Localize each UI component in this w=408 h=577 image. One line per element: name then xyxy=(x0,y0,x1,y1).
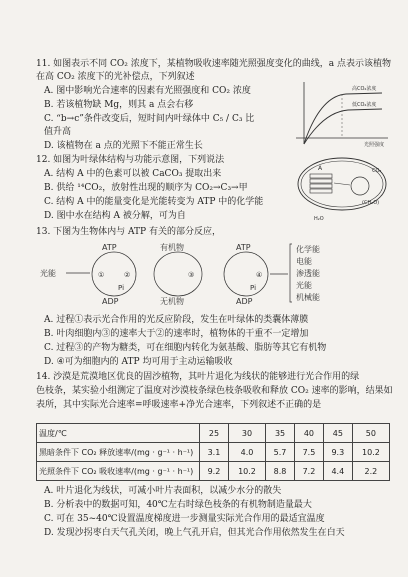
q12-option-a: A. 结构 A 中的色素可以被 CaCO₃ 提取出来 xyxy=(44,169,222,179)
reaction-arrow xyxy=(334,183,350,185)
table-cell: 9.2 xyxy=(200,462,229,481)
q11-option-c-line2: 值升高 xyxy=(44,127,72,137)
table-cell: 9.3 xyxy=(323,443,352,462)
q14-option-d: D. 发现沙拐枣白天气孔关闭，晚上气孔开启，但其光合作用依然发生在白天 xyxy=(44,528,345,538)
table-header-cell: 35 xyxy=(266,424,295,443)
q11-option-d: D. 该植物在 a 点的光照下不能正常生长 xyxy=(44,141,203,151)
product-label: (CH₂O) xyxy=(362,200,380,206)
energy-electrical: 电能 xyxy=(296,257,312,266)
x-axis-label: 光照强度 xyxy=(364,142,385,148)
structure-a-label: A xyxy=(318,165,323,172)
q14-stem-line1: 14. 沙漠是荒漠地区优良的固沙植物，其叶片退化为线状的能够进行光合作用的绿 xyxy=(36,372,360,382)
q11-option-b: B. 若该植物缺 Mg，则其 a 点会右移 xyxy=(44,100,194,110)
high-co2-curve xyxy=(304,93,382,144)
pi-label-left: Pi xyxy=(118,284,125,292)
atp-label-left: ATP xyxy=(102,243,117,252)
adp-label-right: ADP xyxy=(236,297,253,306)
table-header-cell: 30 xyxy=(228,424,265,443)
q11-stem-line2: 在高 CO₂ 浓度下的光补偿点，下列叙述 xyxy=(36,72,195,82)
q11-stem-line1: 11. 如图表示不同 CO₂ 浓度下，某植物吸收速率随光照强度变化的曲线，a 点表示该植物 xyxy=(36,59,391,69)
table-cell: 3.1 xyxy=(200,443,229,462)
q14-stem-line2: 色枝条，某实验小组测定了温度对沙漠枝条绿色枝条吸收和释放 CO₂ 速率的影响，结果如 xyxy=(36,386,393,396)
table-header-cell: 温度/℃ xyxy=(37,424,200,443)
pi-label-right: Pi xyxy=(250,284,257,292)
table-cell: 5.7 xyxy=(266,443,295,462)
step-2-label: ② xyxy=(124,271,131,279)
table-cell: 2.2 xyxy=(352,462,389,481)
table-row xyxy=(37,443,390,462)
inorganic-matter-label: 无机物 xyxy=(160,297,184,306)
q14-data-table xyxy=(36,423,390,481)
table-cell: 7.5 xyxy=(294,443,323,462)
step-1-label: ① xyxy=(98,271,105,279)
adp-label-left: ADP xyxy=(102,297,119,306)
q14-stem-line3: 表所，其中实际光合速率=呼吸速率+净光合速率，下列叙述不正确的是 xyxy=(36,400,322,410)
light-energy-label: 光能 xyxy=(40,269,56,278)
low-co2-curve xyxy=(304,109,382,144)
organic-matter-label: 有机物 xyxy=(160,243,184,252)
q13-stem: 13. 下图为生物体内与 ATP 有关的部分反应， xyxy=(36,227,221,237)
step-3-label: ③ xyxy=(188,271,195,279)
calvin-cycle-circle xyxy=(351,177,369,195)
energy-osmotic: 渗透能 xyxy=(296,269,320,278)
thylakoid-disc xyxy=(310,189,332,193)
table-cell: 10.2 xyxy=(352,443,389,462)
q11-option-c-line1: C. “b→c”条件改变后，短时间内叶绿体中 C₅ / C₃ 比 xyxy=(44,114,255,124)
q12-option-b: B. 供给 ¹⁴CO₂，放射性出现的顺序为 CO₂→C₃→甲 xyxy=(44,183,248,193)
q13-option-b: B. 叶肉细胞内③的速率大于②的速率时，植物体的干重不一定增加 xyxy=(44,329,309,339)
cycle-middle xyxy=(154,252,202,296)
table-cell: 8.8 xyxy=(266,462,295,481)
table-header-row xyxy=(37,424,390,443)
q11-curve-figure xyxy=(290,78,390,148)
table-cell: 4.4 xyxy=(323,462,352,481)
q12-stem: 12. 如图为叶绿体结构与功能示意图，下列说法 xyxy=(36,155,225,165)
q12-option-c: C. 结构 A 中的能量变化是光能转变为 ATP 中的化学能 xyxy=(44,197,264,207)
q12-chloroplast-figure xyxy=(296,152,392,226)
water-label: H₂O xyxy=(314,216,324,222)
q13-option-d: D. ④可为细胞内的 ATP 均可用于主动运输吸收 xyxy=(44,357,233,367)
step-4-label: ④ xyxy=(256,271,263,279)
atp-label-right: ATP xyxy=(236,243,251,252)
thylakoid-disc xyxy=(310,174,332,178)
energy-light: 光能 xyxy=(296,281,312,290)
q14-option-b: B. 分析表中的数据可知，40℃左右时绿色枝条的有机物制造量最大 xyxy=(44,500,312,510)
thylakoid-disc xyxy=(310,179,332,183)
table-cell: 黑暗条件下 CO₂ 释放速率/(mg · g⁻¹ · h⁻¹) xyxy=(37,443,200,462)
energy-mechanical: 机械能 xyxy=(296,293,320,302)
high-co2-label: 高CO₂浓度 xyxy=(352,86,377,92)
table-cell: 10.2 xyxy=(228,462,265,481)
energy-bracket xyxy=(290,244,292,302)
q13-option-c: C. 过程③的产物为糖类，可在细胞内转化为氨基酸、脂肪等其它有机物 xyxy=(44,343,327,353)
table-header-cell: 25 xyxy=(200,424,229,443)
low-co2-label: 低CO₂浓度 xyxy=(352,102,377,108)
q14-option-c: C. 可在 35~40℃设置温度梯度进一步测量实际光合作用的最适宜温度 xyxy=(44,514,325,524)
q13-option-a: A. 过程①表示光合作用的光反应阶段，发生在叶绿体的类囊体薄膜 xyxy=(44,315,309,325)
q13-atp-diagram xyxy=(40,240,340,308)
table-cell: 光照条件下 CO₂ 吸收速率/(mg · g⁻¹ · h⁻¹) xyxy=(37,462,200,481)
q11-option-a: A. 图中影响光合速率的因素有光照强度和 CO₂ 浓度 xyxy=(44,86,251,96)
table-cell: 4.0 xyxy=(228,443,265,462)
table-cell: 7.2 xyxy=(294,462,323,481)
table-row xyxy=(37,462,390,481)
thylakoid-disc xyxy=(310,184,332,188)
table-header-cell: 50 xyxy=(352,424,389,443)
table-header-cell: 40 xyxy=(294,424,323,443)
table-header-cell: 45 xyxy=(323,424,352,443)
q12-option-d: D. 图中水在结构 A 被分解，可为自 xyxy=(44,211,186,221)
co2-label: CO₂ xyxy=(372,168,382,174)
energy-chemical: 化学能 xyxy=(296,245,320,254)
q14-option-a: A. 叶片退化为线状，可减小叶片表面积，以减少水分的散失 xyxy=(44,486,282,496)
